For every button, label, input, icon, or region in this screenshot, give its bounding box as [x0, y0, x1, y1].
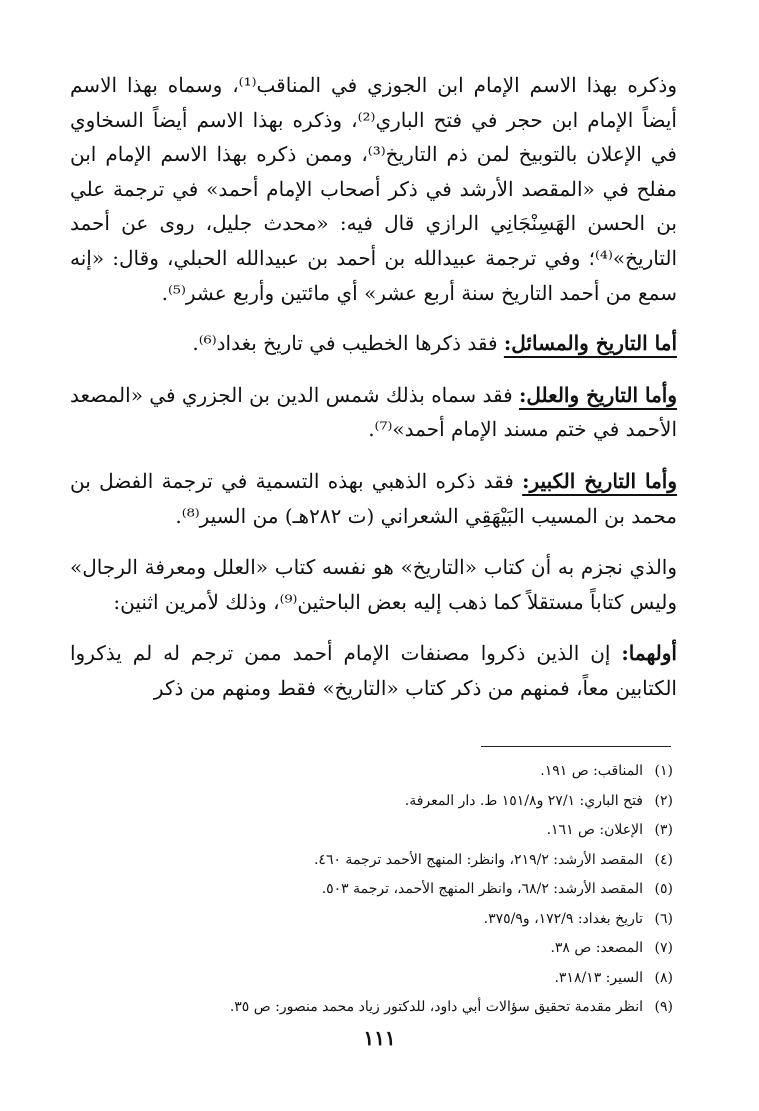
footnote-number: (٥) — [654, 881, 673, 897]
footnote — [70, 964, 673, 994]
paragraph-6 — [70, 636, 677, 705]
footnote-text: فتح الباري: ٢٧/١ و١٥١/٨ ط. دار المعرفة. — [404, 792, 643, 809]
footnote-number: (٧) — [654, 940, 673, 956]
paragraph-4 — [70, 464, 677, 533]
footnote — [70, 757, 673, 787]
paragraph-2 — [70, 326, 677, 361]
footnote-number: (٦) — [654, 910, 673, 927]
footnote — [70, 993, 673, 1023]
footnote-number: (٤) — [654, 851, 673, 868]
footnote-text: المقصد الأرشد: ٦٨/٢، وانظر المنهج الأحمد، ترجمة ٥٠٣. — [321, 881, 643, 897]
main-text — [70, 68, 677, 706]
heading-tarikh-kabir: وأما التاريخ الكبير: — [522, 468, 678, 493]
paragraph-3-text: فقد سماه بذلك شمس الدين بن الجزري في «المصعد الأحمد في ختم مسند الإمام أحمد»⁽⁷⁾. — [70, 382, 677, 442]
paragraph-5: والذي نجزم به أن كتاب «التاريخ» هو نفسه كتاب «العلل ومعرفة الرجال» وليس كتاباً مستقلاً كما ذهب إليه بعض الباحثين⁽⁹⁾، وذلك لأمرين اثنين: — [70, 555, 677, 614]
paragraph-3 — [70, 378, 677, 447]
footnote-text: المناقب: ص ١٩١. — [540, 763, 643, 779]
footnote — [70, 787, 673, 817]
footnote-text: الإعلان: ص ١٦١. — [546, 822, 643, 838]
footnote-number: (٣) — [654, 822, 673, 838]
footnote-number: (١) — [654, 763, 673, 779]
paragraph-2-text: فقد ذكرها الخطيب في تاريخ بغداد⁽⁶⁾. — [192, 331, 504, 356]
footnote-text: تاريخ بغداد: ١٧٢/٩، و٣٧٥/٩. — [483, 910, 643, 927]
footnotes — [70, 757, 673, 1023]
heading-awwaluhuma: أولهما: — [621, 641, 677, 666]
page-number: ١١١ — [363, 1026, 396, 1050]
footnote-divider — [481, 746, 671, 747]
footnote — [70, 875, 673, 905]
footnote — [70, 846, 673, 876]
footnote — [70, 816, 673, 846]
footnote-number: (٩) — [654, 999, 673, 1015]
footnote-text: السير: ٣١٨/١٣. — [554, 969, 643, 986]
paragraph-6-text: إن الذين ذكروا مصنفات الإمام أحمد ممن ترجم له لم يذكروا الكتابين معاً، فمنهم من ذكر كتاب «التاريخ» فقط ومنهم من ذكر — [70, 641, 677, 700]
paragraph-1: وذكره بهذا الاسم الإمام ابن الجوزي في المناقب⁽¹⁾، وسماه بهذا الاسم أيضاً الإمام ابن حجر في فتح الباري⁽²⁾، وذكره بهذا الاسم أيضاً السخاوي في الإعلان بالتوبيخ لمن ذم التاريخ⁽³⁾، وممن ذكره بهذا الاسم الإمام ابن مفلح في «المقصد الأرشد في ذكر أصحاب الإمام أحمد» في ترجمة علي بن الحسن الهَسِنْجَانِي الرازي قال فيه: «محدث جليل، روى عن أحمد التاريخ»⁽⁴⁾؛ وفي ترجمة عبيدالله بن أحمد بن عبيدالله الحبلي، وقال: «إنه سمع من أحمد التاريخ سنة أربع عشر» أي مائتين وأربع عشر⁽⁵⁾. — [70, 73, 677, 305]
heading-tarikh-ilal: وأما التاريخ والعلل: — [519, 382, 678, 407]
footnote-text: المصعد: ص ٣٨. — [550, 940, 643, 956]
footnote — [70, 905, 673, 935]
heading-tarikh-masail: أما التاريخ والمسائل: — [503, 331, 677, 356]
footnote-number: (٨) — [654, 969, 673, 986]
footnote-text: انظر مقدمة تحقيق سؤالات أبي داود، للدكتور زياد محمد منصور: ص ٣٥. — [229, 999, 643, 1015]
paragraph-4-text: فقد ذكره الذهبي بهذه التسمية في ترجمة الفضل بن محمد بن المسيب البَيْهَقِي الشعراني (ت ٢٨٢هـ) من السير⁽⁸⁾. — [70, 468, 677, 528]
footnote — [70, 934, 673, 964]
footnote-text: المقصد الأرشد: ٢١٩/٢، وانظر: المنهج الأحمد ترجمة ٤٦٠. — [313, 851, 643, 868]
footnote-number: (٢) — [654, 792, 673, 809]
